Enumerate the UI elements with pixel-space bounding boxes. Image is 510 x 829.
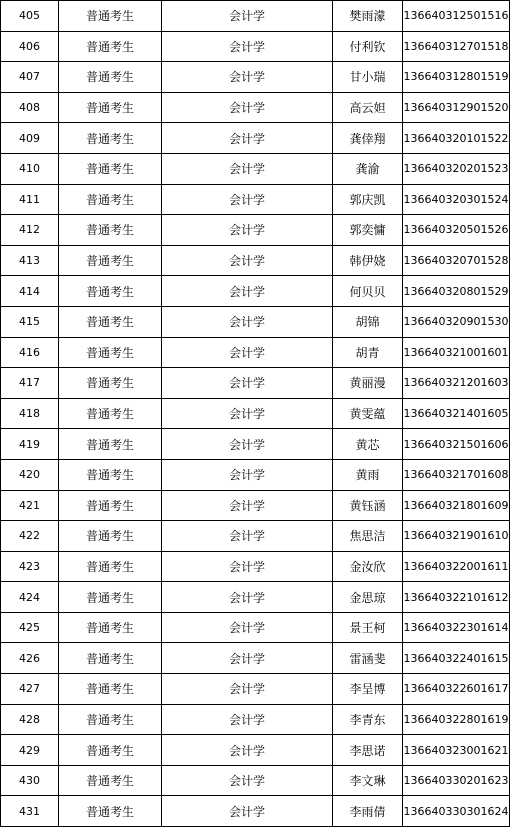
table-row: [1, 674, 510, 705]
major-cell: 会计学: [162, 398, 333, 429]
candidate-name-cell: 龚倖翔: [333, 123, 403, 154]
candidate-name-cell: 金汝欣: [333, 551, 403, 582]
candidate-type-cell: 普通考生: [59, 92, 162, 123]
candidate-name-cell: 李呈博: [333, 674, 403, 705]
table-row: [1, 337, 510, 368]
candidate-type-cell: 普通考生: [59, 276, 162, 307]
major-cell: 会计学: [162, 306, 333, 337]
row-number-cell: 408: [1, 92, 59, 123]
row-number-cell: 425: [1, 612, 59, 643]
ticket-number-cell: 136640320201523: [403, 153, 510, 184]
candidate-type-cell: 普通考生: [59, 306, 162, 337]
row-number-cell: 413: [1, 245, 59, 276]
major-cell: 会计学: [162, 735, 333, 766]
row-number-cell: 424: [1, 582, 59, 613]
ticket-number-cell: 136640321801609: [403, 490, 510, 521]
candidate-name-cell: 何贝贝: [333, 276, 403, 307]
candidate-name-cell: 胡锦: [333, 306, 403, 337]
major-cell: 会计学: [162, 245, 333, 276]
candidate-name-cell: 李雨倩: [333, 796, 403, 827]
major-cell: 会计学: [162, 1, 333, 32]
ticket-number-cell: 136640322801619: [403, 704, 510, 735]
ticket-number-cell: 136640321001601: [403, 337, 510, 368]
ticket-number-cell: 136640320501526: [403, 215, 510, 246]
table-row: [1, 612, 510, 643]
major-cell: 会计学: [162, 674, 333, 705]
candidate-name-cell: 胡青: [333, 337, 403, 368]
candidate-name-cell: 黄雨: [333, 459, 403, 490]
ticket-number-cell: 136640312701518: [403, 31, 510, 62]
candidate-name-cell: 焦思洁: [333, 521, 403, 552]
row-number-cell: 407: [1, 62, 59, 93]
ticket-number-cell: 136640320101522: [403, 123, 510, 154]
ticket-number-cell: 136640322301614: [403, 612, 510, 643]
row-number-cell: 416: [1, 337, 59, 368]
candidate-type-cell: 普通考生: [59, 245, 162, 276]
major-cell: 会计学: [162, 215, 333, 246]
row-number-cell: 430: [1, 765, 59, 796]
row-number-cell: 415: [1, 306, 59, 337]
major-cell: 会计学: [162, 429, 333, 460]
row-number-cell: 426: [1, 643, 59, 674]
ticket-number-cell: 136640321201603: [403, 368, 510, 399]
candidate-type-cell: 普通考生: [59, 153, 162, 184]
major-cell: 会计学: [162, 31, 333, 62]
candidate-type-cell: 普通考生: [59, 521, 162, 552]
row-number-cell: 421: [1, 490, 59, 521]
row-number-cell: 423: [1, 551, 59, 582]
major-cell: 会计学: [162, 184, 333, 215]
ticket-number-cell: 136640312801519: [403, 62, 510, 93]
candidate-name-cell: 付利钦: [333, 31, 403, 62]
candidate-name-cell: 金思琼: [333, 582, 403, 613]
candidate-type-cell: 普通考生: [59, 184, 162, 215]
major-cell: 会计学: [162, 123, 333, 154]
candidate-type-cell: 普通考生: [59, 429, 162, 460]
table-row: [1, 276, 510, 307]
ticket-number-cell: 136640321501606: [403, 429, 510, 460]
table-row: [1, 643, 510, 674]
row-number-cell: 417: [1, 368, 59, 399]
table-row: [1, 62, 510, 93]
row-number-cell: 420: [1, 459, 59, 490]
roster-body: [1, 1, 510, 827]
ticket-number-cell: 136640330201623: [403, 765, 510, 796]
candidate-type-cell: 普通考生: [59, 490, 162, 521]
table-row: [1, 1, 510, 32]
table-row: [1, 245, 510, 276]
table-row: [1, 582, 510, 613]
ticket-number-cell: 136640323001621: [403, 735, 510, 766]
ticket-number-cell: 136640321401605: [403, 398, 510, 429]
row-number-cell: 428: [1, 704, 59, 735]
major-cell: 会计学: [162, 368, 333, 399]
candidate-name-cell: 李文琳: [333, 765, 403, 796]
table-row: [1, 459, 510, 490]
major-cell: 会计学: [162, 582, 333, 613]
major-cell: 会计学: [162, 521, 333, 552]
table-row: [1, 735, 510, 766]
table-row: [1, 215, 510, 246]
candidate-name-cell: 甘小瑞: [333, 62, 403, 93]
major-cell: 会计学: [162, 612, 333, 643]
candidate-type-cell: 普通考生: [59, 31, 162, 62]
candidate-type-cell: 普通考生: [59, 643, 162, 674]
table-row: [1, 429, 510, 460]
row-number-cell: 414: [1, 276, 59, 307]
candidate-name-cell: 景王柯: [333, 612, 403, 643]
major-cell: 会计学: [162, 153, 333, 184]
ticket-number-cell: 136640322401615: [403, 643, 510, 674]
ticket-number-cell: 136640320701528: [403, 245, 510, 276]
major-cell: 会计学: [162, 92, 333, 123]
ticket-number-cell: 136640320901530: [403, 306, 510, 337]
table-row: [1, 92, 510, 123]
candidate-name-cell: 黄芯: [333, 429, 403, 460]
table-row: [1, 796, 510, 827]
candidate-name-cell: 李青东: [333, 704, 403, 735]
candidate-name-cell: 郭奕慵: [333, 215, 403, 246]
major-cell: 会计学: [162, 62, 333, 93]
row-number-cell: 412: [1, 215, 59, 246]
candidate-type-cell: 普通考生: [59, 612, 162, 643]
candidate-type-cell: 普通考生: [59, 398, 162, 429]
table-row: [1, 31, 510, 62]
row-number-cell: 419: [1, 429, 59, 460]
candidate-type-cell: 普通考生: [59, 735, 162, 766]
ticket-number-cell: 136640320801529: [403, 276, 510, 307]
major-cell: 会计学: [162, 765, 333, 796]
candidate-type-cell: 普通考生: [59, 1, 162, 32]
row-number-cell: 406: [1, 31, 59, 62]
table-row: [1, 551, 510, 582]
candidate-type-cell: 普通考生: [59, 62, 162, 93]
ticket-number-cell: 136640322601617: [403, 674, 510, 705]
candidate-type-cell: 普通考生: [59, 704, 162, 735]
candidate-name-cell: 樊雨濛: [333, 1, 403, 32]
candidate-name-cell: 高云妲: [333, 92, 403, 123]
ticket-number-cell: 136640322001611: [403, 551, 510, 582]
ticket-number-cell: 136640312901520: [403, 92, 510, 123]
candidate-name-cell: 李思诺: [333, 735, 403, 766]
major-cell: 会计学: [162, 796, 333, 827]
ticket-number-cell: 136640312501516: [403, 1, 510, 32]
candidate-type-cell: 普通考生: [59, 337, 162, 368]
major-cell: 会计学: [162, 276, 333, 307]
row-number-cell: 409: [1, 123, 59, 154]
row-number-cell: 410: [1, 153, 59, 184]
candidate-name-cell: 黄丽漫: [333, 368, 403, 399]
major-cell: 会计学: [162, 459, 333, 490]
candidate-type-cell: 普通考生: [59, 123, 162, 154]
ticket-number-cell: 136640330301624: [403, 796, 510, 827]
candidate-name-cell: 郭庆凯: [333, 184, 403, 215]
candidate-type-cell: 普通考生: [59, 765, 162, 796]
ticket-number-cell: 136640321901610: [403, 521, 510, 552]
major-cell: 会计学: [162, 337, 333, 368]
table-row: [1, 765, 510, 796]
table-row: [1, 704, 510, 735]
row-number-cell: 431: [1, 796, 59, 827]
table-row: [1, 123, 510, 154]
row-number-cell: 422: [1, 521, 59, 552]
ticket-number-cell: 136640322101612: [403, 582, 510, 613]
major-cell: 会计学: [162, 551, 333, 582]
table-row: [1, 368, 510, 399]
table-row: [1, 398, 510, 429]
candidate-name-cell: 黄钰涵: [333, 490, 403, 521]
ticket-number-cell: 136640320301524: [403, 184, 510, 215]
row-number-cell: 429: [1, 735, 59, 766]
table-row: [1, 306, 510, 337]
major-cell: 会计学: [162, 490, 333, 521]
row-number-cell: 405: [1, 1, 59, 32]
candidate-type-cell: 普通考生: [59, 674, 162, 705]
candidate-name-cell: 龚渝: [333, 153, 403, 184]
candidate-type-cell: 普通考生: [59, 459, 162, 490]
candidate-type-cell: 普通考生: [59, 215, 162, 246]
candidate-type-cell: 普通考生: [59, 796, 162, 827]
candidate-type-cell: 普通考生: [59, 368, 162, 399]
table-row: [1, 521, 510, 552]
major-cell: 会计学: [162, 643, 333, 674]
candidate-type-cell: 普通考生: [59, 551, 162, 582]
table-row: [1, 184, 510, 215]
table-row: [1, 490, 510, 521]
candidate-name-cell: 雷涵斐: [333, 643, 403, 674]
ticket-number-cell: 136640321701608: [403, 459, 510, 490]
candidate-type-cell: 普通考生: [59, 582, 162, 613]
row-number-cell: 427: [1, 674, 59, 705]
table-row: [1, 153, 510, 184]
major-cell: 会计学: [162, 704, 333, 735]
candidate-name-cell: 韩伊娆: [333, 245, 403, 276]
candidate-name-cell: 黄雯蕴: [333, 398, 403, 429]
row-number-cell: 411: [1, 184, 59, 215]
row-number-cell: 418: [1, 398, 59, 429]
